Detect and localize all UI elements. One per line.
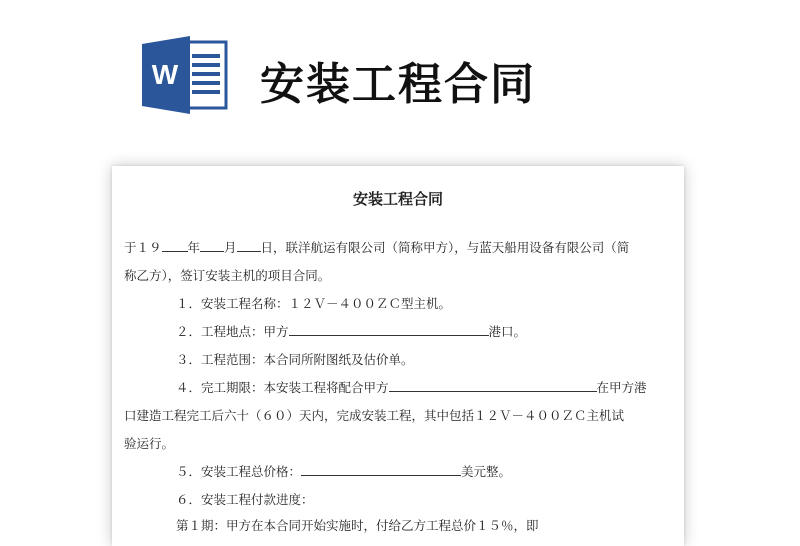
- clause-5-prefix: ５．安装工程总价格：: [176, 464, 302, 479]
- clause-3: ３．工程范围：本合同所附图纸及估价单。: [176, 352, 414, 367]
- intro-year: 年: [187, 240, 201, 255]
- month-blank: [200, 239, 224, 252]
- intro-line-1: [124, 238, 629, 256]
- clause-5: [176, 462, 511, 480]
- clause-2-suffix: 港口。: [488, 324, 527, 339]
- intro-line-2: 称乙方），签订安装主机的项目合同。: [124, 268, 331, 283]
- day-blank: [237, 239, 261, 252]
- payment-1: 第１期：甲方在本合同开始实施时，付给乙方工程总价１５％，即: [176, 518, 539, 533]
- header-banner: [0, 0, 800, 150]
- intro-month: 月: [224, 240, 237, 255]
- price-blank: [301, 463, 461, 476]
- svg-text:W: W: [151, 59, 179, 90]
- clause-2: [176, 322, 526, 340]
- clause-4-suffix: 在甲方港: [596, 380, 647, 395]
- clause-6: ６．安装工程付款进度：: [176, 492, 314, 507]
- location-blank: [289, 323, 489, 336]
- clause-1: １．安装工程名称：１２Ｖ－４００ＺＣ型主机。: [176, 296, 452, 311]
- word-document-icon: [142, 36, 230, 114]
- clause-5-suffix: 美元整。: [461, 464, 512, 479]
- project-blank: [389, 379, 597, 392]
- banner-title: 安装工程合同: [260, 59, 536, 110]
- clause-4: [176, 378, 647, 396]
- year-blank: [162, 239, 188, 252]
- intro-prefix: 于１９: [124, 240, 162, 255]
- clause-2-prefix: ２．工程地点：甲方: [176, 324, 289, 339]
- document-page: [112, 166, 684, 546]
- document-title: 安装工程合同: [352, 190, 443, 208]
- clause-4-prefix: ４．完工期限：本安装工程将配合甲方: [176, 380, 389, 395]
- intro-rest: 日，联洋航运有限公司（简称甲方），与蓝天船用设备有限公司（简: [260, 240, 630, 255]
- clause-4-line-2: 口建造工程完工后六十（６０）天内，完成安装工程，其中包括１２Ｖ－４００ＺＣ主机试: [124, 408, 625, 423]
- clause-4-line-3: 验运行。: [124, 436, 175, 451]
